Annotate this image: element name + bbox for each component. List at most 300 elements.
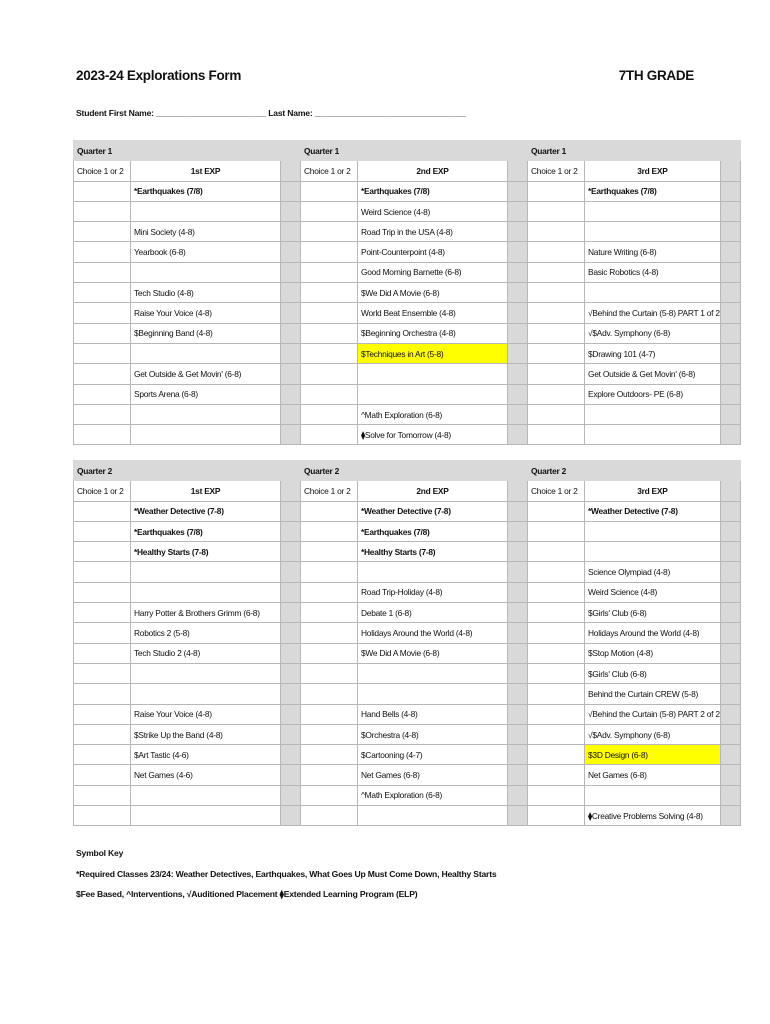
table-row [74,425,741,445]
course-cell: Net Games (6-8) [358,765,508,785]
choice-cell[interactable] [528,501,585,521]
table-row [74,343,741,363]
header-spacer [281,141,301,161]
gray-spacer [281,603,301,623]
course-cell [358,684,508,704]
choice-cell[interactable] [74,501,131,521]
choice-cell[interactable] [301,384,358,404]
choice-cell[interactable] [301,364,358,384]
gray-spacer [720,283,740,303]
gray-spacer [508,582,528,602]
gray-spacer [720,806,740,826]
choice-cell[interactable] [528,623,585,643]
gray-spacer [508,724,528,744]
gray-spacer [720,303,740,323]
table-row [74,724,741,744]
course-cell: Get Outside & Get Movin' (6-8) [585,364,721,384]
gray-spacer [508,222,528,242]
gray-spacer [720,582,740,602]
choice-cell[interactable] [528,663,585,683]
gray-spacer [508,684,528,704]
gray-spacer [720,501,740,521]
course-cell: Good Morning Barnette (6-8) [358,262,508,282]
course-cell: *Healthy Starts (7-8) [131,542,281,562]
choice-cell[interactable] [74,806,131,826]
choice-label: Choice 1 or 2 [74,161,131,181]
choice-cell[interactable] [301,542,358,562]
choice-cell[interactable] [301,684,358,704]
choice-cell[interactable] [528,684,585,704]
course-cell: Road Trip in the USA (4-8) [358,222,508,242]
course-cell: Raise Your Voice (4-8) [131,303,281,323]
course-cell: *Earthquakes (7/8) [131,181,281,201]
gray-spacer [720,643,740,663]
header-spacer [508,141,528,161]
course-cell: √Behind the Curtain (5-8) PART 1 of 2 [585,303,721,323]
course-cell [585,404,721,424]
gray-spacer [281,425,301,445]
course-cell [585,201,721,221]
gray-spacer [720,384,740,404]
choice-cell[interactable] [528,364,585,384]
choice-cell[interactable] [74,765,131,785]
gray-spacer [508,785,528,805]
table-row [74,323,741,343]
gray-spacer [508,562,528,582]
choice-cell[interactable] [301,704,358,724]
gray-spacer [508,343,528,363]
course-cell: Behind the Curtain CREW (5-8) [585,684,721,704]
gray-spacer [281,684,301,704]
course-cell [585,283,721,303]
header-spacer [508,481,528,501]
course-cell [358,562,508,582]
first-name-field[interactable]: ________________________ [156,108,266,118]
choice-cell[interactable] [74,623,131,643]
header-spacer [720,161,740,181]
choice-label: Choice 1 or 2 [301,481,358,501]
choice-cell[interactable] [528,643,585,663]
exp-label: 2nd EXP [358,161,508,181]
choice-cell[interactable] [74,384,131,404]
choice-cell[interactable] [74,521,131,541]
choice-cell[interactable] [301,222,358,242]
choice-cell[interactable] [301,303,358,323]
table-row [74,785,741,805]
gray-spacer [720,201,740,221]
gray-spacer [281,724,301,744]
course-cell: $Techniques in Art (5-8) [358,343,508,363]
choice-cell[interactable] [528,242,585,262]
quarter-1-table [73,140,741,445]
choice-cell[interactable] [528,806,585,826]
gray-spacer [281,562,301,582]
gray-spacer [508,521,528,541]
choice-cell[interactable] [528,542,585,562]
choice-cell[interactable] [74,684,131,704]
course-cell [585,222,721,242]
choice-cell[interactable] [301,242,358,262]
quarter-label: Quarter 2 [528,461,721,481]
gray-spacer [281,643,301,663]
gray-spacer [508,603,528,623]
form-title: 2023-24 Explorations Form [76,68,242,83]
table-row [74,765,741,785]
choice-cell[interactable] [74,262,131,282]
table-row [74,582,741,602]
choice-cell[interactable] [528,222,585,242]
course-cell: $Girls' Club (6-8) [585,663,721,683]
course-cell [358,663,508,683]
choice-cell[interactable] [74,303,131,323]
last-name-field[interactable]: _________________________________ [314,108,466,118]
gray-spacer [720,623,740,643]
course-cell: $We Did A Movie (6-8) [358,643,508,663]
gray-spacer [281,343,301,363]
gray-spacer [508,765,528,785]
course-cell [358,806,508,826]
choice-cell[interactable] [301,343,358,363]
choice-cell[interactable] [301,663,358,683]
choice-cell[interactable] [528,745,585,765]
gray-spacer [508,201,528,221]
gray-spacer [281,582,301,602]
gray-spacer [720,262,740,282]
choice-cell[interactable] [301,562,358,582]
quarter-2-table [73,460,741,826]
quarter-label: Quarter 1 [528,141,721,161]
choice-cell[interactable] [301,623,358,643]
course-cell [585,785,721,805]
choice-cell[interactable] [74,323,131,343]
quarter-label: Quarter 1 [301,141,508,161]
gray-spacer [281,262,301,282]
gray-spacer [281,663,301,683]
course-cell: Holidays Around the World (4-8) [585,623,721,643]
course-cell [358,384,508,404]
table-row [74,684,741,704]
choice-cell[interactable] [301,582,358,602]
header-spacer [508,461,528,481]
symbol-key-title: Symbol Key [76,848,124,858]
gray-spacer [508,623,528,643]
course-cell: ⧫Solve for Tomorrow (4-8) [358,425,508,445]
choice-cell[interactable] [528,785,585,805]
choice-cell[interactable] [74,364,131,384]
choice-cell[interactable] [301,201,358,221]
choice-cell[interactable] [74,724,131,744]
table-row [74,404,741,424]
gray-spacer [281,222,301,242]
choice-cell[interactable] [74,603,131,623]
header-spacer [720,141,740,161]
gray-spacer [508,663,528,683]
course-cell: Holidays Around the World (4-8) [358,623,508,643]
table-row [74,663,741,683]
choice-cell[interactable] [74,242,131,262]
choice-cell[interactable] [528,303,585,323]
course-cell: $Stop Motion (4-8) [585,643,721,663]
gray-spacer [508,384,528,404]
gray-spacer [508,262,528,282]
course-cell: $Orchestra (4-8) [358,724,508,744]
course-cell [131,562,281,582]
choice-cell[interactable] [74,222,131,242]
course-cell: √Behind the Curtain (5-8) PART 2 of 2 [585,704,721,724]
gray-spacer [720,684,740,704]
symbol-key-legend: $Fee Based, ^Interventions, √Auditioned Placement ⧫Extended Learning Program (ELP) [76,889,418,899]
table-row [74,262,741,282]
choice-cell[interactable] [528,521,585,541]
quarter-label: Quarter 2 [301,461,508,481]
course-cell: *Weather Detective (7-8) [131,501,281,521]
symbol-key-required: *Required Classes 23/24: Weather Detectives, Earthquakes, What Goes Up Must Come Down, Healthy Starts [76,869,497,879]
gray-spacer [508,404,528,424]
gray-spacer [508,323,528,343]
choice-cell[interactable] [74,582,131,602]
gray-spacer [720,343,740,363]
course-cell: $Beginning Orchestra (4-8) [358,323,508,343]
course-cell: $Strike Up the Band (4-8) [131,724,281,744]
course-cell [585,425,721,445]
gray-spacer [720,323,740,343]
gray-spacer [508,501,528,521]
gray-spacer [281,521,301,541]
choice-cell[interactable] [301,724,358,744]
quarter-label: Quarter 2 [74,461,281,481]
choice-cell[interactable] [74,785,131,805]
course-cell [131,663,281,683]
gray-spacer [720,765,740,785]
course-cell: Basic Robotics (4-8) [585,262,721,282]
course-cell: $Cartooning (4-7) [358,745,508,765]
course-cell: $Beginning Band (4-8) [131,323,281,343]
gray-spacer [281,542,301,562]
exp-label: 2nd EXP [358,481,508,501]
course-cell: Harry Potter & Brothers Grimm (6-8) [131,603,281,623]
choice-cell[interactable] [528,562,585,582]
header-spacer [281,161,301,181]
header-spacer [720,481,740,501]
gray-spacer [508,806,528,826]
choice-cell[interactable] [528,603,585,623]
gray-spacer [281,765,301,785]
course-cell: *Earthquakes (7/8) [358,521,508,541]
table-row [74,242,741,262]
exp-label: 1st EXP [131,161,281,181]
choice-cell[interactable] [528,323,585,343]
choice-cell[interactable] [74,181,131,201]
gray-spacer [720,785,740,805]
course-cell [585,521,721,541]
course-cell: Robotics 2 (5-8) [131,623,281,643]
course-cell: Tech Studio 2 (4-8) [131,643,281,663]
table-row [74,806,741,826]
table-row [74,603,741,623]
choice-cell[interactable] [301,643,358,663]
course-cell: ^Math Exploration (6-8) [358,404,508,424]
course-cell [131,343,281,363]
gray-spacer [281,623,301,643]
gray-spacer [281,785,301,805]
choice-cell[interactable] [74,283,131,303]
table-row [74,501,741,521]
course-cell [131,684,281,704]
gray-spacer [281,181,301,201]
choice-cell[interactable] [301,262,358,282]
table-row [74,521,741,541]
course-cell: Debate 1 (6-8) [358,603,508,623]
course-cell [131,785,281,805]
choice-cell[interactable] [528,283,585,303]
course-cell: $Art Tastic (4-6) [131,745,281,765]
course-cell [131,425,281,445]
gray-spacer [508,283,528,303]
course-cell [131,262,281,282]
table-row [74,283,741,303]
table-row [74,201,741,221]
course-cell: Weird Science (4-8) [585,582,721,602]
course-cell: *Earthquakes (7/8) [585,181,721,201]
gray-spacer [281,323,301,343]
course-cell: Point-Counterpoint (4-8) [358,242,508,262]
last-name-label: Last Name: [268,108,313,118]
table-row [74,364,741,384]
choice-cell[interactable] [74,201,131,221]
choice-cell[interactable] [74,745,131,765]
choice-cell[interactable] [301,425,358,445]
gray-spacer [508,181,528,201]
choice-cell[interactable] [74,404,131,424]
choice-label: Choice 1 or 2 [528,161,585,181]
table-row [74,222,741,242]
gray-spacer [281,404,301,424]
gray-spacer [720,704,740,724]
gray-spacer [281,364,301,384]
quarter-label: Quarter 1 [74,141,281,161]
choice-cell[interactable] [301,521,358,541]
gray-spacer [720,542,740,562]
course-cell: Nature Writing (6-8) [585,242,721,262]
gray-spacer [720,521,740,541]
course-cell: ^Math Exploration (6-8) [358,785,508,805]
choice-cell[interactable] [74,562,131,582]
table-row [74,303,741,323]
gray-spacer [720,242,740,262]
course-cell: Net Games (4-6) [131,765,281,785]
course-cell: *Weather Detective (7-8) [585,501,721,521]
gray-spacer [720,404,740,424]
choice-cell[interactable] [301,404,358,424]
choice-cell[interactable] [74,643,131,663]
header-spacer [508,161,528,181]
choice-cell[interactable] [528,404,585,424]
choice-cell[interactable] [528,384,585,404]
course-cell: Science Olympiad (4-8) [585,562,721,582]
choice-cell[interactable] [528,724,585,744]
gray-spacer [508,303,528,323]
choice-label: Choice 1 or 2 [528,481,585,501]
choice-cell[interactable] [528,425,585,445]
course-cell: Sports Arena (6-8) [131,384,281,404]
choice-cell[interactable] [301,283,358,303]
table-row [74,643,741,663]
gray-spacer [720,222,740,242]
course-cell: *Weather Detective (7-8) [358,501,508,521]
course-cell: √$Adv. Symphony (6-8) [585,724,721,744]
course-cell: Road Trip-Holiday (4-8) [358,582,508,602]
grade-label: 7TH GRADE [618,68,694,83]
student-name-line [76,108,466,118]
course-cell: Hand Bells (4-8) [358,704,508,724]
course-cell: ⧫Creative Problems Solving (4-8) [585,806,721,826]
table-row [74,745,741,765]
table-row [74,623,741,643]
gray-spacer [720,425,740,445]
choice-cell[interactable] [74,542,131,562]
choice-cell[interactable] [74,343,131,363]
choice-cell[interactable] [301,785,358,805]
choice-cell[interactable] [74,704,131,724]
gray-spacer [720,745,740,765]
course-cell: $3D Design (6-8) [585,745,721,765]
choice-cell[interactable] [301,745,358,765]
gray-spacer [281,384,301,404]
course-cell [131,201,281,221]
gray-spacer [508,704,528,724]
gray-spacer [281,501,301,521]
choice-cell[interactable] [528,343,585,363]
choice-cell[interactable] [301,323,358,343]
header-spacer [281,461,301,481]
gray-spacer [508,425,528,445]
choice-cell[interactable] [301,501,358,521]
course-cell [131,806,281,826]
gray-spacer [720,562,740,582]
table-row [74,181,741,201]
choice-cell[interactable] [528,582,585,602]
course-cell: Mini Society (4-8) [131,222,281,242]
choice-cell[interactable] [528,765,585,785]
gray-spacer [281,806,301,826]
gray-spacer [720,603,740,623]
gray-spacer [508,364,528,384]
choice-cell[interactable] [528,704,585,724]
gray-spacer [281,201,301,221]
course-cell: World Beat Ensemble (4-8) [358,303,508,323]
choice-cell[interactable] [301,806,358,826]
choice-cell[interactable] [528,201,585,221]
course-cell: Raise Your Voice (4-8) [131,704,281,724]
choice-cell[interactable] [301,603,358,623]
course-cell: Net Games (6-8) [585,765,721,785]
first-name-label: Student First Name: [76,108,154,118]
choice-cell[interactable] [74,425,131,445]
choice-cell[interactable] [74,663,131,683]
exp-label: 3rd EXP [585,161,721,181]
gray-spacer [281,242,301,262]
choice-cell[interactable] [301,181,358,201]
course-cell: *Earthquakes (7/8) [358,181,508,201]
gray-spacer [281,704,301,724]
course-cell [131,404,281,424]
choice-cell[interactable] [301,765,358,785]
choice-cell[interactable] [528,181,585,201]
course-cell [585,542,721,562]
gray-spacer [508,745,528,765]
gray-spacer [508,643,528,663]
choice-cell[interactable] [528,262,585,282]
